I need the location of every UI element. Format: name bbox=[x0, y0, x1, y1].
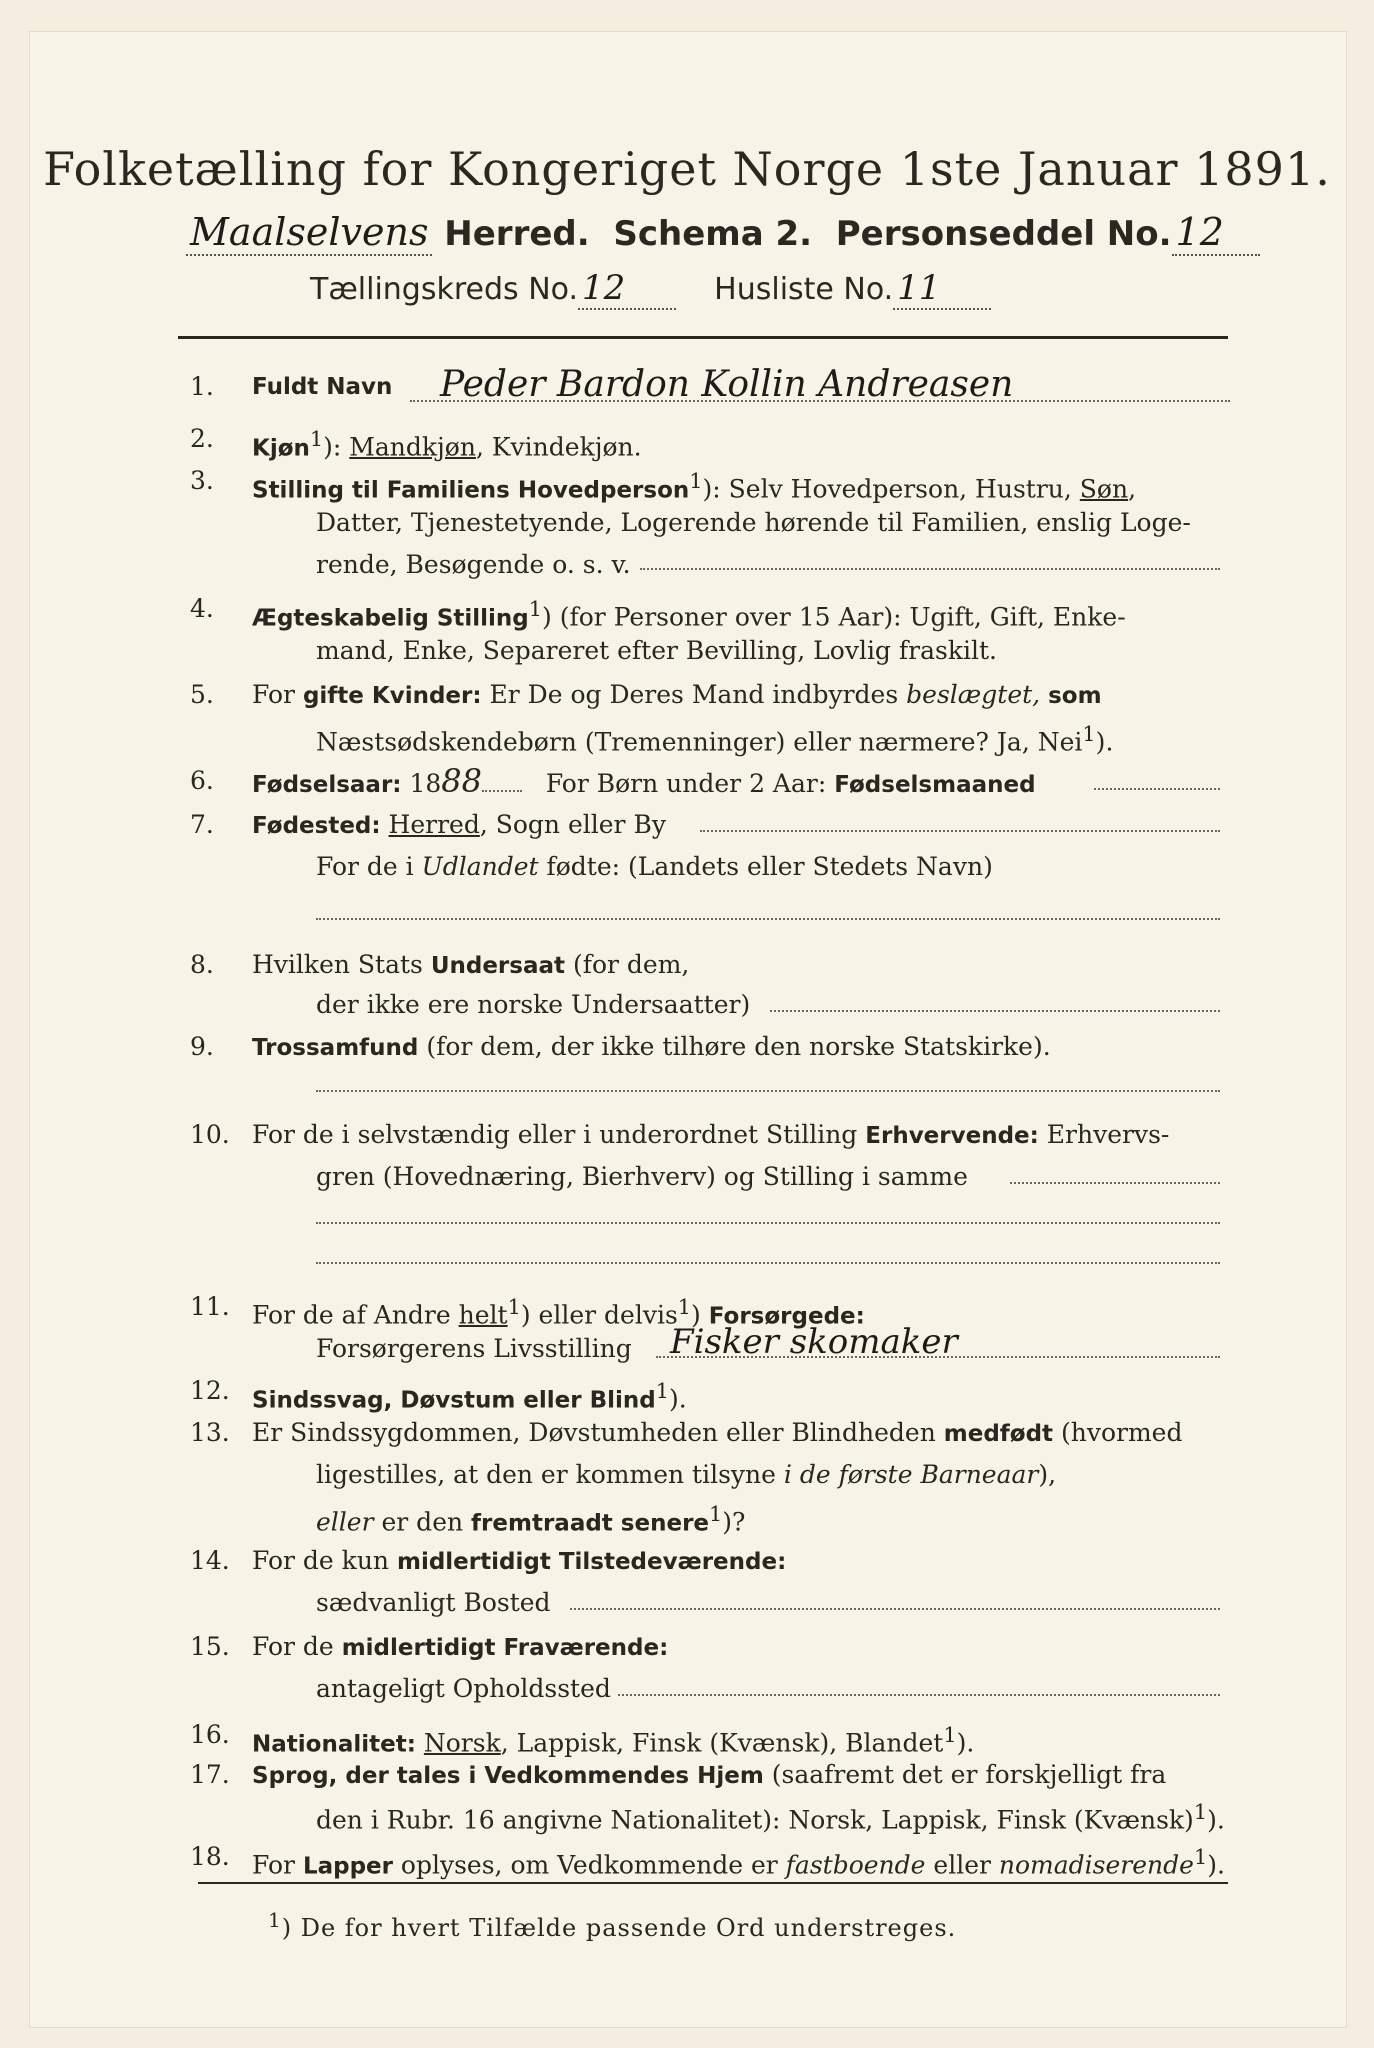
congenital-text-cont: ligestilles, at den er kommen tilsyne bbox=[316, 1460, 784, 1489]
footnote-ref: 1 bbox=[309, 427, 324, 451]
usual-residence-label: sædvanligt Bosted bbox=[316, 1588, 551, 1617]
husliste-label: Husliste No. bbox=[714, 272, 894, 307]
abroad-text: fødte: (Landets eller Stedets Navn) bbox=[538, 852, 993, 881]
occupation-label: Erhvervende: bbox=[865, 1123, 1039, 1149]
citizenship-label: Undersaat bbox=[430, 953, 565, 979]
married-women-label: gifte Kvinder: bbox=[302, 683, 482, 709]
lapps-text: oplyses, om Vedkommende er bbox=[392, 1850, 786, 1880]
marital-status-label: Ægteskabelig Stilling bbox=[252, 605, 529, 632]
herred-label: Herred. bbox=[444, 214, 590, 254]
supported-paren: ) bbox=[691, 1300, 709, 1330]
congenital-text: (hvormed bbox=[1053, 1418, 1183, 1447]
footnote-paren: ) bbox=[702, 474, 713, 504]
supported-label: Forsørgede: bbox=[708, 1303, 865, 1330]
supported-prefix: For de af Andre bbox=[252, 1300, 459, 1330]
full-name-handwritten: Peder Bardon Kollin Andreasen bbox=[440, 364, 1014, 405]
language-options: den i Rubr. 16 angivne Nationalitet): Norsk, Lappisk, Finsk (Kvænsk) bbox=[316, 1805, 1194, 1835]
marital-status-options-cont: mand, Enke, Separeret efter Bevilling, Lovlig fraskilt. bbox=[316, 636, 997, 665]
footnote bbox=[268, 1908, 956, 1942]
family-position-options: Selv Hovedperson, Hustru, bbox=[728, 474, 1080, 504]
congenital-question: Er Sindssygdommen, Døvstumheden eller Blindheden bbox=[252, 1418, 944, 1447]
birth-year-prefix: 18 bbox=[409, 769, 442, 798]
citizenship-text: (for dem, bbox=[565, 950, 690, 979]
nationality-selected: Norsk bbox=[423, 1728, 501, 1758]
supported-fully: helt bbox=[458, 1300, 508, 1330]
footnote-ref: 1 bbox=[507, 1295, 521, 1319]
item-number: 14. bbox=[190, 1546, 230, 1575]
religion-text: (for dem, der ikke tilhøre den norske Statskirke). bbox=[418, 1032, 1051, 1061]
schema-label: Schema 2. bbox=[613, 214, 813, 254]
item-number: 18. bbox=[190, 1842, 230, 1871]
provider-occupation-label: Forsørgerens Livsstilling bbox=[316, 1334, 632, 1363]
footnote-paren: ) bbox=[1095, 727, 1106, 757]
supported-partly: ) eller delvis bbox=[520, 1300, 678, 1330]
probable-residence-label: antageligt Opholdssted bbox=[316, 1674, 611, 1703]
occupation-text-cont: gren (Hovednæring, Bierhverv) og Stilling i samme bbox=[316, 1162, 968, 1191]
congenital-end: )? bbox=[722, 1507, 746, 1537]
som-word: som bbox=[1040, 683, 1102, 709]
footnote-paren: ) bbox=[669, 1384, 679, 1414]
birthplace-selected: Herred bbox=[388, 810, 480, 839]
related-word: beslægtet, bbox=[906, 680, 1041, 709]
footnote-ref: 1 bbox=[1193, 1845, 1208, 1869]
footnote-ref: 1 bbox=[655, 1379, 670, 1403]
sex-option-male: Mandkjøn bbox=[349, 432, 476, 462]
footnote-ref: 1 bbox=[1193, 1800, 1208, 1824]
nomadic-word: nomadiserende bbox=[998, 1850, 1194, 1880]
temp-present-label: midlertidigt Tilstedeværende: bbox=[396, 1549, 787, 1575]
item-number: 16. bbox=[190, 1720, 230, 1749]
personseddel-label: Personseddel No. bbox=[835, 214, 1172, 254]
item-number: 11. bbox=[190, 1292, 230, 1321]
usual-residence-line bbox=[570, 1608, 1220, 1610]
birth-year-label: Fødselsaar: bbox=[252, 772, 402, 798]
item-number: 3. bbox=[190, 466, 214, 495]
item-number: 10. bbox=[190, 1120, 230, 1149]
temp-present-prefix: For de kun bbox=[252, 1546, 397, 1575]
congenital-cont-2 bbox=[316, 1502, 745, 1536]
footnote-ref: 1 bbox=[1082, 722, 1096, 746]
citizenship-text-cont: der ikke ere norske Undersaatter) bbox=[316, 990, 751, 1019]
probable-residence-line bbox=[618, 1694, 1220, 1696]
married-women-cont: Næstsødskendebørn (Tremenninger) eller nærmere? Ja, Nei$^1$). bbox=[316, 722, 1114, 757]
husliste-number: 11 bbox=[893, 268, 991, 310]
first-childhood-years: i de første Barneaar bbox=[783, 1460, 1039, 1489]
birth-month-note: For Børn under 2 Aar: bbox=[545, 769, 827, 798]
item-number: 6. bbox=[190, 766, 214, 795]
birth-month-label: Fødselsmaaned bbox=[834, 772, 1036, 798]
footnote-mark: 1 bbox=[268, 1908, 282, 1932]
abroad-fill-line bbox=[316, 918, 1220, 920]
birth-year-handwritten: 88 bbox=[441, 762, 482, 800]
kreds-label: Tællingskreds No. bbox=[310, 272, 578, 307]
footnote-paren: ) bbox=[323, 432, 333, 462]
married-women-prefix: For bbox=[252, 680, 303, 709]
congenital-close: ), bbox=[1038, 1460, 1057, 1489]
kreds-number: 12 bbox=[578, 268, 676, 310]
birthplace-line bbox=[700, 830, 1220, 832]
footnote-paren: ) bbox=[956, 1728, 967, 1758]
occupation-text: Erhvervs- bbox=[1038, 1120, 1170, 1149]
footnote-ref: 1 bbox=[709, 1502, 723, 1526]
nationality-options: , Lappisk, Finsk (Kvænsk), Blandet bbox=[500, 1728, 944, 1758]
sex-label: Kjøn bbox=[252, 435, 310, 462]
footnote-text: ) De for hvert Tilfælde passende Ord understreges. bbox=[281, 1914, 957, 1942]
footnote-paren: ) bbox=[542, 602, 552, 632]
disability-label: Sindssvag, Døvstum eller Blind bbox=[252, 1387, 656, 1414]
temp-absent-prefix: For de bbox=[252, 1632, 342, 1661]
language-label: Sprog, der tales i Vedkommendes Hjem bbox=[252, 1763, 764, 1789]
item-number: 5. bbox=[190, 680, 214, 709]
footnote-paren: ) bbox=[1207, 1850, 1217, 1880]
family-position-options-end: rende, Besøgende o. s. v. bbox=[316, 550, 631, 579]
kreds-line bbox=[310, 268, 991, 310]
footnote-paren: ) bbox=[1207, 1805, 1217, 1835]
lapps-label: Lapper bbox=[302, 1853, 393, 1880]
footnote-ref: 1 bbox=[689, 469, 703, 493]
item-number: 15. bbox=[190, 1632, 230, 1661]
temp-absent-label: midlertidigt Fraværende: bbox=[341, 1635, 669, 1661]
personseddel-number: 12 bbox=[1172, 210, 1260, 256]
religion-line bbox=[316, 1090, 1220, 1092]
language-text: (saafremt det er forskjelligt fra bbox=[763, 1760, 1167, 1789]
header-rule bbox=[178, 336, 1228, 339]
congenital-cont bbox=[316, 1460, 1056, 1489]
footnote-ref: 1 bbox=[528, 597, 543, 621]
occupation-line-3 bbox=[316, 1262, 1220, 1264]
item-number: 9. bbox=[190, 1032, 214, 1061]
item-number: 12. bbox=[190, 1376, 230, 1405]
item-number: 8. bbox=[190, 950, 214, 979]
occupation-line-2 bbox=[316, 1222, 1220, 1224]
form-title: Folketælling for Kongeriget Norge 1ste Januar 1891. bbox=[43, 142, 1331, 196]
family-position-options-cont: Datter, Tjenestetyende, Logerende hørende til Familien, enslig Loge- bbox=[316, 508, 1191, 537]
sex-option-female: Kvindekjøn. bbox=[491, 432, 642, 462]
lapps-or: eller bbox=[925, 1850, 999, 1880]
item-number: 7. bbox=[190, 810, 214, 839]
or-word: eller bbox=[316, 1507, 374, 1537]
birthplace-options: , Sogn eller By bbox=[479, 810, 666, 839]
citizenship-line bbox=[770, 1010, 1220, 1012]
language-cont: den i Rubr. 16 angivne Nationalitet): Norsk, Lappisk, Finsk (Kvænsk)$^1$). bbox=[316, 1800, 1225, 1835]
birth-month-line bbox=[1094, 788, 1220, 790]
municipality-handwritten: Maalselvens bbox=[186, 210, 432, 256]
footnote-ref: 1 bbox=[677, 1295, 692, 1319]
abroad-line bbox=[316, 852, 993, 881]
abroad-prefix: For de i bbox=[316, 852, 422, 881]
item-number: 2. bbox=[190, 424, 214, 453]
citizenship-prefix: Hvilken Stats bbox=[252, 950, 431, 979]
nationality-label: Nationalitet: bbox=[252, 1731, 416, 1758]
item-number: 1. bbox=[190, 372, 214, 401]
occupation-prefix: For de i selvstændig eller i underordnet Stilling bbox=[252, 1120, 866, 1149]
footnote-rule bbox=[198, 1882, 1228, 1884]
congenital-later-prefix: er den bbox=[373, 1507, 472, 1537]
footnote-ref: 1 bbox=[943, 1723, 957, 1747]
item-number: 17. bbox=[190, 1760, 230, 1789]
provider-occupation-handwritten: Fisker skomaker bbox=[670, 1322, 958, 1362]
later-onset-label: fremtraadt senere bbox=[471, 1510, 710, 1537]
abroad-word: Udlandet bbox=[421, 852, 539, 881]
married-women-question: Er De og Deres Mand indbyrdes bbox=[481, 680, 907, 709]
married-women-question-cont: Næstsødskendebørn (Tremenninger) eller nærmere? Ja, Nei bbox=[316, 727, 1083, 757]
religion-label: Trossamfund bbox=[252, 1035, 419, 1061]
family-position-label: Stilling til Familiens Hovedperson bbox=[252, 477, 690, 504]
occupation-line-1 bbox=[1010, 1182, 1220, 1184]
marital-status-options: (for Personer over 15 Aar): Ugift, Gift, Enke- bbox=[559, 602, 1126, 632]
settled-word: fastboende bbox=[785, 1850, 926, 1880]
full-name-label: Fuldt Navn bbox=[252, 374, 393, 400]
header-line bbox=[186, 210, 1260, 256]
birthplace-label: Fødested: bbox=[252, 813, 381, 839]
item-number: 4. bbox=[190, 594, 214, 623]
congenital-label: medfødt bbox=[943, 1421, 1054, 1447]
item-number: 13. bbox=[190, 1418, 230, 1447]
family-position-selected: Søn bbox=[1079, 474, 1129, 504]
lapps-prefix: For bbox=[252, 1850, 303, 1880]
family-position-line bbox=[640, 568, 1220, 570]
